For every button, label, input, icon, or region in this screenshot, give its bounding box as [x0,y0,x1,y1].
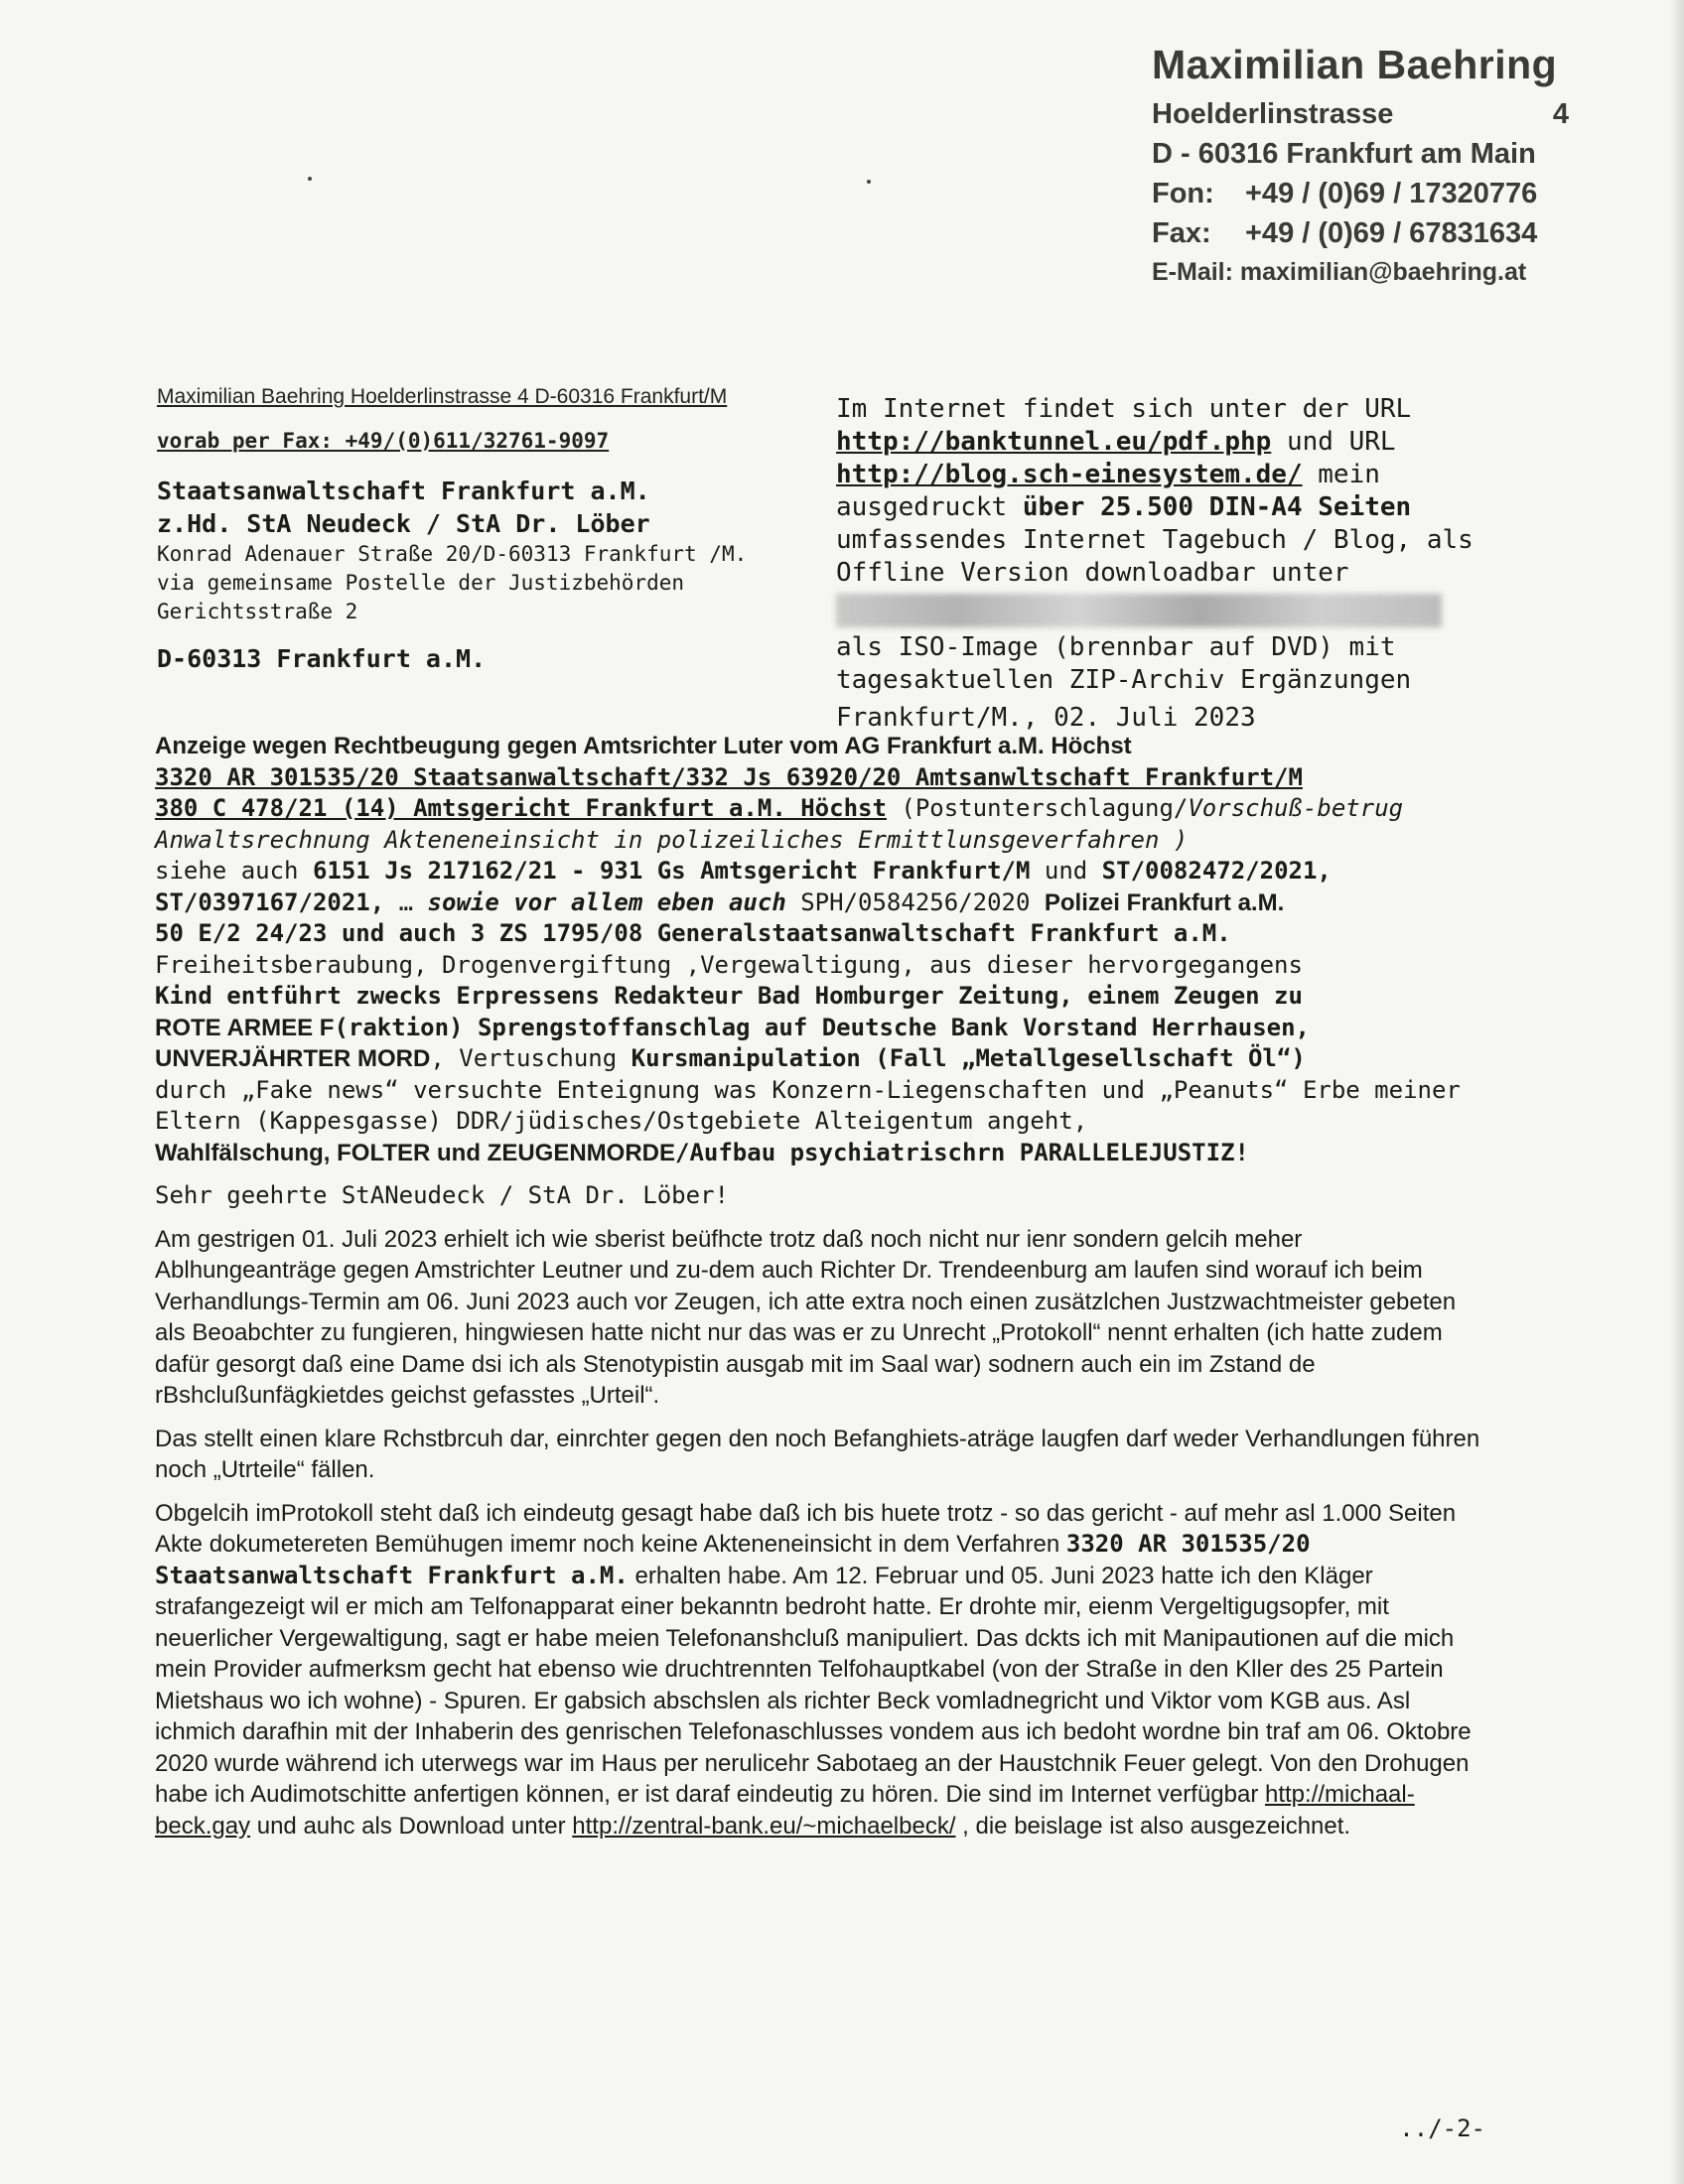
recipient-line-2: z.Hd. StA Neudeck / StA Dr. Löber [157,509,650,538]
subject-text-18: (raktion) Sprengstoffanschlag auf Deutsche Bank Vorstand Herrhausen, [334,1013,1310,1041]
recipient-city: D-60313 Frankfurt a.M. [157,644,487,673]
sender-letterhead [1152,42,1569,291]
paragraph-3-part-c: erhalten habe. Am 12. Februar und 05. Juni 2023 hatte ich den Kläger strafangezeigt wil er mich am Telfonapparat einer bekanntn bedroht hatte. Er drohte mir, eienm Vergeltigugsopfer, mit neuerlicher Vergewaltigung, sagt er habe meien Telefonanshcluß manipuliert. Das dckts ich mit Manipautionen auf die mich mein Provider aufmerksm gecht hat ebenso wie druchtrennten Telfohauptkabel (von der Straße in den Kller des 25 Partein Mietshaus wo ich wohne) - Spuren. Er gabsich abschslen als richter Beck vomladnegricht und Viktor vom KGB aus. Asl ichmich darafhin mit der Inhaberin des genrischen Telefonaschlusses vondem aus ich bedoht wordne bin traf am 06. Oktobre 2020 wurde während ich uterwegs war im Haus per nerulicehr Sabotaeg an der Haustchnik Feuer gelegt. Von den Drohugen habe ich Audimotschitte anfertigen können, er ist daraf eindeutig zu hören. Die sind im Internet verfügbar [155,1562,1472,1808]
salutation: Sehr geehrte StANeudeck / StA Dr. Löber! [155,1181,729,1209]
fax-notice: vorab per Fax: +49/(0)611/32761-9097 [157,429,610,453]
subject-text-22: durch „Fake news“ versuchte Enteignung was Konzern-Liegenschaften und „Peanuts“ Erbe meiner Eltern (Kappesgasse) DDR/jüdisches/Ostgebiete Alteigentum angeht, [155,1075,1461,1135]
subject-line-2: 3320 AR 301535/20 Staatsanwaltschaft/332 Js 63920/20 Amtsanwltschaft Frankfurt/M [155,762,1303,791]
info-text-3: mein ausgedruckt [836,460,1380,522]
subject-line-3: 380 C 478/21 (14) Amtsgericht Frankfurt a.M. Höchst [155,794,887,822]
subject-text-5: Vorschuß-betrug Anwaltsrechnung Akteneneinsicht in polizeiliches Ermittlunsgeverfahren ) [155,794,1404,854]
return-address: Maximilian Baehring Hoelderlinstrasse 4 D-60316 Frankfurt/M [157,385,728,408]
sender-phone-line [1152,174,1569,213]
letter-body [155,731,1485,1853]
link-zentral-bank[interactable]: http://zentral-bank.eu/~michaelbeck/ [572,1812,956,1840]
subject-case-6151: 6151 Js 217162/21 - 931 Gs Amtsgericht Frankfurt/M [312,857,1031,885]
subject-line-1: Anzeige wegen Rechtbeugung gegen Amtsrichter Luter vom AG Frankfurt a.M. Höchst [155,733,1132,759]
subject-text-26: /Aufbau psychiatrischrn PARALLELEJUSTIZ! [675,1138,1249,1166]
subject-text-16: Kind entführt zwecks Erpressens Redakteur Bad Homburger Zeitung, einem Zeugen zu [155,982,1303,1010]
subject-text-21: Kursmanipulation (Fall „Metallgesellschaft Öl“) [631,1044,1306,1072]
scan-speck [867,180,871,184]
paragraph-3-part-d: und auhc als Download unter [250,1812,573,1840]
subject-case-st: ST/0082472/2021, ST/0397167/2021, [155,857,1332,916]
page-continuation-marker: ../-2- [1399,2115,1485,2142]
subject-text-6: siehe auch [155,857,313,885]
sender-street: Hoelderlinstrasse [1152,98,1394,130]
paragraph-2: Das stellt einen klare Rchstbrcuh dar, einrchter gegen den noch Befanghiets-aträge laugfen darf weder Verhandlungen führen noch „Utrteile“ fällen. [155,1425,1480,1483]
subject-text-19: UNVERJÄHRTER MORD [155,1045,431,1072]
letter-date: Frankfurt/M., 02. Juli 2023 [836,703,1256,733]
paragraph-3-case: 3320 AR 301535/20 Staatsanwaltschaft Frankfurt a.M. [155,1530,1311,1589]
sender-fax-label: Fax: [1152,217,1211,249]
sender-phone-label: Fon: [1152,178,1214,209]
subject-text-20: , Vertuschung [430,1044,632,1072]
page-edge-shadow [1670,0,1684,2184]
scan-speck [308,177,312,181]
paragraph-1: Am gestrigen 01. Juli 2023 erhielt ich wie sberist beüfhcte trotz daß noch nicht nur ienr sondern gelcih meher Ablhungeanträge gegen Amstrichter Leutner und zu-dem auch Richter Dr. Trendeenburg am laufen sind worauf ich beim Verhandlungs-Termin am 06. Juni 2023 auch vor Zeugen, ich atte extra noch einen zusätzlchen Justzwachtmeister gebeten als Beoabchter zu fungieren, hingwiesen hatte nicht nur das was er zu Unrecht „Protokoll“ nennt erhalten (ich hatte zudem dafür gesorgt daß eine Dame dsi ich als Stenotypistin ausgab mit im Saal war) sodnern auch ein im Zstand de rBshclußunfägkietdes geichst gefasstes „Urteil“. [155,1225,1457,1409]
sender-fax: +49 / (0)69 / 67831634 [1245,217,1538,249]
subject-text-11: sowie vor allem eben auch [427,887,786,916]
sender-name: Maximilian Baehring [1152,42,1558,87]
sender-fax-line [1152,213,1569,253]
sender-house-number: 4 [1552,98,1569,130]
info-text-1: Im Internet findet sich unter der URL [836,394,1412,424]
sender-city: D - 60316 Frankfurt am Main [1152,138,1536,170]
sender-email: E-Mail: maximilian@baehring.at [1152,258,1527,286]
recipient-line-4: via gemeinsame Postelle der Justizbehörden [157,571,685,595]
info-text-5: als ISO-Image (brennbar auf DVD) mit tagesaktuellen ZIP-Archiv Ergänzungen [836,632,1412,695]
recipient-line-5: Gerichtsstraße 2 [157,600,358,623]
subject-case-sph: SPH/0584256/2020 [785,887,1045,916]
recipient-line-1: Staatsanwaltschaft Frankfurt a.M. [157,477,650,505]
info-text-4: umfassendes Internet Tagebuch / Blog, als Offline Version downloadbar unter [836,525,1474,588]
internet-info-block [836,393,1491,697]
paragraph-3-part-e: , die beislage ist also ausgezeichnet. [955,1812,1351,1840]
info-url-1[interactable]: http://banktunnel.eu/pdf.php [836,427,1272,457]
subject-text-10: … [384,887,428,916]
subject-text-17: ROTE ARMEE F [155,1014,335,1041]
paragraph-3-part-a: Obgelcih imProtokoll steht daß ich eindeutg gesagt habe daß ich bis huete trotz - so das gericht - auf mehr asl 1.000 Seiten Akte dokumetereten Bemühugen imemr noch keine Akteneneinsicht in dem Verfahren [155,1499,1457,1558]
paragraph-3 [155,1498,1485,1843]
subject-text-15: Freiheitsberaubung, Drogenvergiftung ,Vergewaltigung, aus dieser hervorgegangens [155,950,1303,979]
subject-text-25: ZEUGENMORDE [487,1139,675,1166]
subject-case-gsta: 50 E/2 24/23 und auch 3 ZS 1795/08 Generalstaatsanwaltschaft Frankfurt a.M. [155,919,1231,947]
subject-block [155,731,1485,1168]
subject-text-23: Wahlfälschung, FOLTER [155,1139,431,1166]
recipient-address [157,475,812,673]
subject-text-24: und [430,1139,488,1166]
subject-police: Polizei Frankfurt a.M. [1044,888,1285,916]
redacted-url-blur [836,594,1442,627]
info-url-2[interactable]: http://blog.sch-einesystem.de/ [836,460,1303,489]
link-michaal-beck[interactable]: http://michaal-beck.gay [155,1781,1415,1840]
subject-text-4: (Postunterschlagung/ [886,794,1189,822]
subject-text-8: und [1030,857,1102,885]
sender-street-line [1152,94,1569,134]
sender-phone: +49 / (0)69 / 17320776 [1245,178,1538,209]
info-bold-pages: über 25.500 DIN-A4 Seiten [1022,492,1412,522]
info-text-2: und URL [1271,427,1396,457]
recipient-line-3: Konrad Adenauer Straße 20/D-60313 Frankfurt /M. [157,542,748,566]
